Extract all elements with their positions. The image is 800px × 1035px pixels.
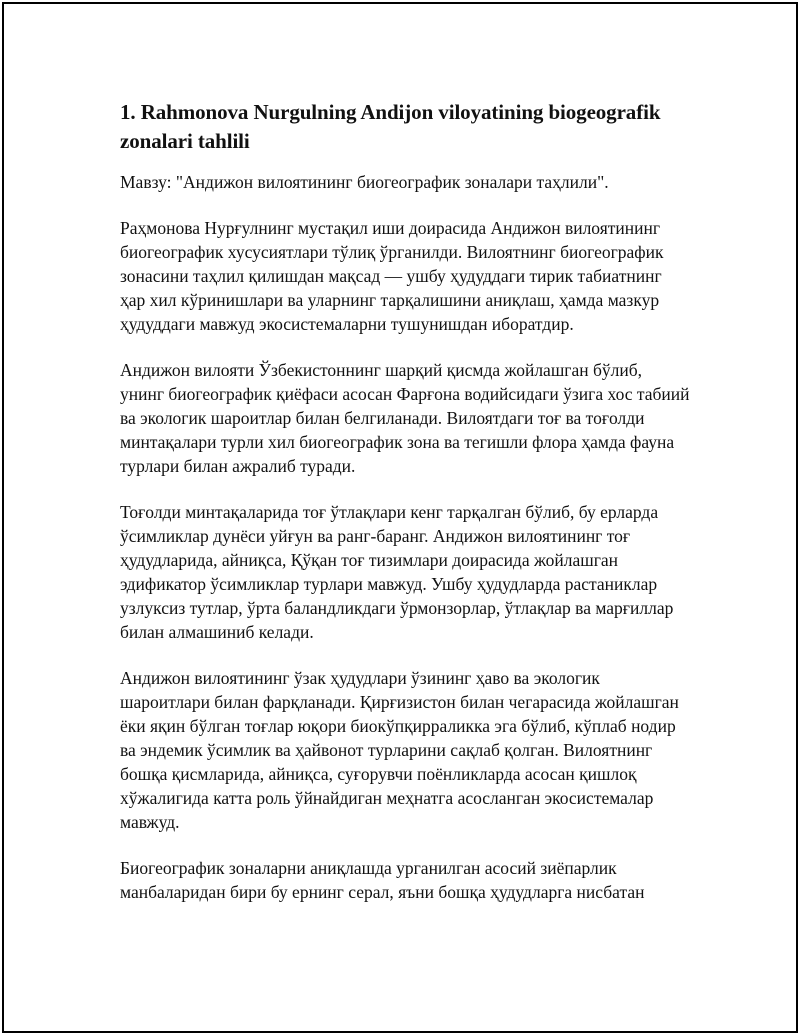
document-subject: Мавзу: "Андижон вилоятининг биогеографик зоналари таҳлили".	[120, 172, 609, 192]
paragraph-3: Тоғолди минтақаларида тоғ ўтлақлари кенг тарқалган бўлиб, бу ерларда ўсимликлар дунёси уйғун ва ранг-баранг. Андижон вилоятининг тоғ ҳудудларида, айниқса, Қўқан тоғ тизимлари доирасида жойлашган эдификатор ўсимликлар турлари мавжуд. Ушбу ҳудудларда растаниклар узлуксиз тутлар, ўрта баландликдаги ўрмонзорлар, ўтлақлар ва марғиллар билан алмашиниб келади.	[120, 502, 674, 642]
document-title: 1. Rahmonova Nurgulning Andijon viloyatining biogeografik zonalari tahlili	[120, 100, 661, 153]
paragraph-5: Биогеографик зоналарни аниқлашда урганилган асосий зиёпарлик манбаларидан бири бу ернинг серал, яъни бошқа ҳудудларга нисбатан	[120, 858, 645, 902]
paragraph-4: Андижон вилоятининг ўзак ҳудудлари ўзининг ҳаво ва экологик шароитлари билан фарқланади. Қирғизистон билан чегарасида жойлашган ёки яқин бўлган тоғлар юқори биокўпқирраликка эга бўлиб, кўплаб нодир ва эндемик ўсимлик ва ҳайвонот турларини сақлаб қолган. Вилоятнинг бошқа қисмларида, айниқса, суғорувчи поёнликларда асосан қишлоқ хўжалигида катта роль ўйнайдиган меҳнатга асосланган экосистемалар мавжуд.	[120, 668, 679, 832]
paragraph-2: Андижон вилояти Ўзбекистоннинг шарқий қисмда жойлашган бўлиб, унинг биогеографик қиёфаси асосан Фарғона водийсидаги ўзига хос табиий ва экологик шароитлар билан белгиланади. Вилоятдаги тоғ ва тоғолди минтақалари турли хил биогеографик зона ва тегишли флора ҳамда фауна турлари билан ажралиб туради.	[120, 360, 690, 476]
document-body	[120, 98, 690, 904]
paragraph-1: Раҳмонова Нурғулнинг мустақил иши доирасида Андижон вилоятининг биогеографик хусусиятлари тўлиқ ўрганилди. Вилоятнинг биогеографик зонасини таҳлил қилишдан мақсад — ушбу ҳудуддаги тирик табиатнинг ҳар хил кўринишлари ва уларнинг тарқалишини аниқлаш, ҳамда мазкур ҳудуддаги мавжуд экосистемаларни тушунишдан иборатдир.	[120, 218, 664, 334]
document-page	[2, 2, 798, 1033]
